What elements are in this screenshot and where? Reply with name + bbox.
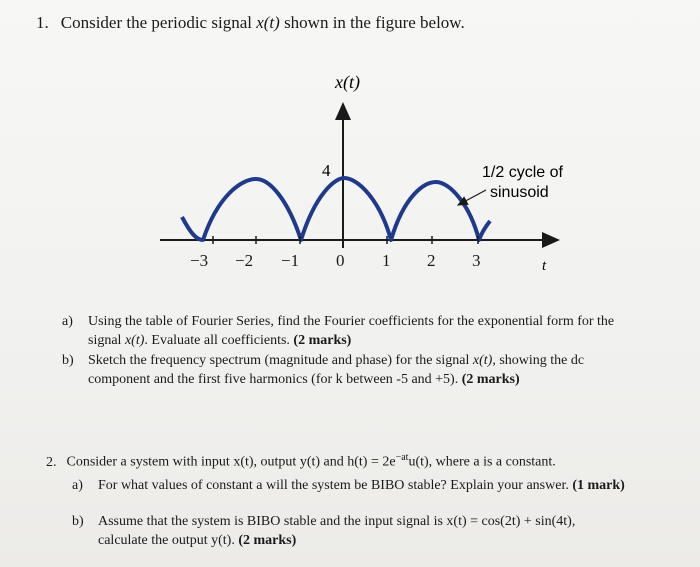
- tick-label: 1: [382, 251, 391, 270]
- q2-part-b-label: b): [72, 514, 84, 529]
- part-a-line-2: [88, 331, 687, 350]
- question-1-title-end: shown in the figure below.: [279, 13, 465, 32]
- q2-part-b-line-2: [98, 531, 687, 550]
- question-2-part-b: [72, 512, 687, 550]
- annotation-arrow: [458, 190, 486, 205]
- question-2-intro-exponent: −at: [395, 452, 409, 463]
- part-b-marks: (2 marks): [461, 372, 520, 387]
- question-1-title-symbol: x(t): [256, 13, 280, 32]
- part-a-line-1: Using the table of Fourier Series, find the Fourier coefficients for the exponential form for the: [88, 314, 615, 329]
- question-1-number: 1.: [36, 13, 49, 32]
- part-b-label: b): [62, 353, 74, 368]
- part-b-line-2: [88, 370, 687, 389]
- annotation-line-2: sinusoid: [490, 184, 549, 201]
- q2-part-b-line-1: Assume that the system is BIBO stable and the input signal is x(t) = cos(2t) + sin(4t),: [98, 514, 576, 529]
- part-a-symbol: x(t): [124, 333, 145, 348]
- peak-label: 4: [322, 161, 331, 180]
- question-1-title-text: Consider the periodic signal: [60, 13, 257, 32]
- part-b-line-1: [88, 351, 687, 370]
- part-a-text-end: . Evaluate all coefficients.: [144, 333, 294, 348]
- q2-part-b-marks: (2 marks): [238, 533, 297, 548]
- question-2-intro: [46, 452, 686, 471]
- q2-part-b-line-2-text: calculate the output y(t).: [98, 533, 239, 548]
- part-b-symbol: x(t): [472, 353, 493, 368]
- question-2-intro-text: Consider a system with input x(t), output y(t) and h(t) = 2e: [66, 454, 396, 470]
- part-b-text-end: , showing the dc: [492, 353, 585, 368]
- tick-label: −3: [190, 251, 209, 270]
- part-a-marks: (2 marks): [293, 333, 352, 348]
- q2-part-a-marks: (1 mark): [572, 478, 625, 493]
- part-b-text: Sketch the frequency spectrum (magnitude and phase) for the signal: [88, 353, 473, 368]
- part-a-text: signal: [88, 333, 125, 348]
- question-1-part-b: [62, 351, 687, 389]
- tick-label: −1: [281, 251, 300, 270]
- y-axis-label: x(t): [335, 72, 360, 92]
- x-axis-label: t: [542, 258, 547, 274]
- question-1-part-a: [62, 312, 687, 350]
- question-2-number: 2.: [46, 454, 57, 470]
- tick-label: 3: [472, 251, 481, 270]
- tick-label: 2: [427, 251, 436, 270]
- q2-part-a-text: For what values of constant a will the system be BIBO stable? Explain your answer.: [98, 478, 573, 493]
- tick-label: 0: [336, 251, 345, 270]
- question-2-intro-end: u(t), where a is a constant.: [408, 454, 556, 470]
- signal-waveform: [182, 178, 490, 240]
- part-b-line-2-text: component and the first five harmonics (for k between -5 and +5).: [88, 372, 462, 387]
- tick-label: −2: [235, 251, 254, 270]
- question-2-part-a: [72, 476, 687, 495]
- q2-part-a-label: a): [72, 478, 83, 493]
- part-a-label: a): [62, 314, 73, 329]
- question-2: [46, 452, 686, 471]
- annotation-line-1: 1/2 cycle of: [482, 164, 563, 181]
